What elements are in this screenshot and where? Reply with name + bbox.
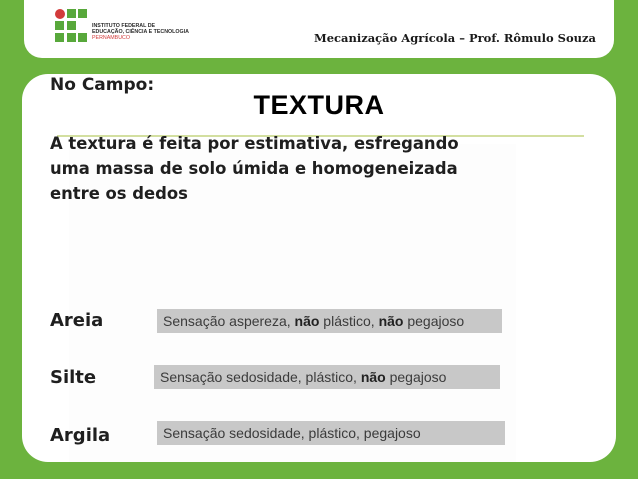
section-subheading: No Campo: bbox=[50, 75, 155, 95]
areia-bold-1: não bbox=[294, 313, 320, 329]
logo-line-3: PERNAMBUCO bbox=[92, 35, 130, 41]
texture-label-argila: Argila bbox=[50, 425, 111, 446]
silte-text-1: Sensação sedosidade, plástico, bbox=[160, 369, 361, 385]
logo-text bbox=[92, 23, 189, 41]
logo-line-1: INSTITUTO FEDERAL DE bbox=[92, 23, 156, 29]
ifpe-logo-icon bbox=[54, 8, 88, 48]
areia-text-2: plástico, bbox=[319, 313, 379, 329]
areia-text-1: Sensação aspereza, bbox=[163, 313, 295, 329]
areia-text-3: pegajoso bbox=[403, 313, 465, 329]
slide-title: TEXTURA bbox=[253, 90, 385, 120]
texture-description-areia bbox=[157, 309, 502, 333]
course-title: Mecanização Agrícola – Prof. Rômulo Souza bbox=[313, 31, 596, 45]
argila-text-1: Sensação sedosidade, plástico, pegajoso bbox=[163, 425, 421, 441]
silte-bold-1: não bbox=[360, 369, 386, 385]
texture-label-areia: Areia bbox=[50, 310, 104, 331]
silte-text-2: pegajoso bbox=[385, 369, 447, 385]
areia-bold-2: não bbox=[378, 313, 404, 329]
texture-description-silte bbox=[154, 365, 500, 389]
texture-label-silte: Silte bbox=[50, 367, 97, 388]
logo-line-2: EDUCAÇÃO, CIÊNCIA E TECNOLOGIA bbox=[92, 29, 189, 35]
header-bar bbox=[24, 0, 614, 58]
institution-logo bbox=[54, 6, 194, 52]
texture-description-argila bbox=[157, 421, 505, 445]
section-description: A textura é feita por estimativa, esfregando uma massa de solo úmida e homogeneizada entre os dedos bbox=[50, 134, 459, 203]
